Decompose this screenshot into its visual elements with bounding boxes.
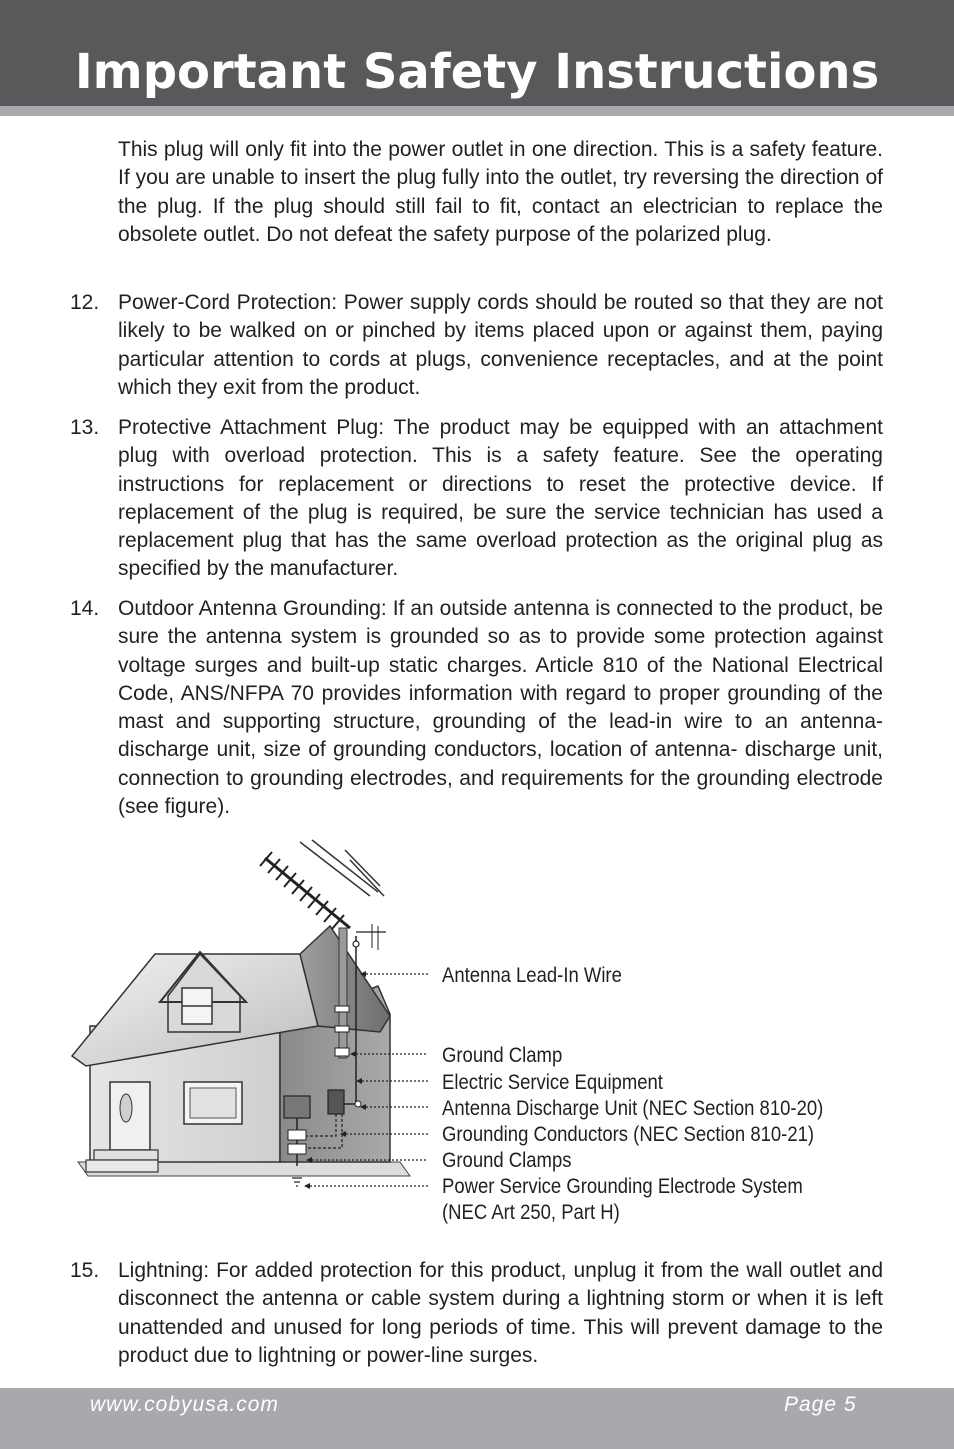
label-grounding-conductors: Grounding Conductors (NEC Section 810-21) — [442, 1122, 815, 1146]
item-15-number: 15. — [70, 1259, 100, 1282]
label-ground-clamp: Ground Clamp — [442, 1043, 563, 1067]
footer-website: www.cobyusa.com — [90, 1393, 279, 1416]
item-12-text: Power-Cord Protection: Power supply cords should be routed so that they are not likely to be walked on or pinched by items placed upon or against them, paying particular attention to cords at plugs, convenience receptacles, and at the point which they exit from the product. — [118, 291, 883, 399]
header-rule — [0, 106, 954, 116]
label-antenna-discharge-unit: Antenna Discharge Unit (NEC Section 810-20) — [442, 1096, 824, 1120]
label-ground-clamps: Ground Clamps — [442, 1148, 572, 1172]
item-13-text: Protective Attachment Plug: The product may be equipped with an attachment plug with overload protection. This is a safety feature. See the operating instructions for replacement or directions to reset the protective device. If replacement of the plug is required, be sure the service technician has used a replacement plug that has the same overload protection as the original plug as specified by the manufacturer. — [118, 416, 883, 581]
antenna-grounding-figure — [60, 836, 900, 1236]
footer-page-number: Page 5 — [784, 1393, 857, 1416]
label-nec-art-250: (NEC Art 250, Part H) — [442, 1200, 620, 1224]
label-power-service-grounding: Power Service Grounding Electrode System — [442, 1174, 803, 1198]
item-15-text: Lightning: For added protection for this product, unplug it from the wall outlet and disconnect the antenna or cable system during a lightning storm or when it is left unattended and unused for long periods of time. This will prevent damage to the product due to lightning or power-line surges. — [118, 1259, 883, 1367]
plug-continuation-text: This plug will only fit into the power outlet in one direction. This is a safety feature. If you are unable to insert the plug fully into the outlet, try reversing the direction of the plug. If the plug should still fail to fit, contact an electrician to replace the obsolete outlet. Do not defeat the safety purpose of the polarized plug. — [118, 138, 883, 246]
item-12-number: 12. — [70, 291, 100, 314]
label-antenna-lead-in-wire: Antenna Lead-In Wire — [442, 963, 622, 987]
item-14-text: Outdoor Antenna Grounding: If an outside antenna is connected to the product, be sure the antenna system is grounded so as to provide some protection against voltage surges and built-up static charges. Article 810 of the National Electrical Code, ANS/NFPA 70 provides information with regard to proper grounding of the mast and supporting structure, grounding of the lead-in wire to an antenna-discharge unit, size of grounding conductors, location of antenna- discharge unit, connection to grounding electrodes, and requirements for the grounding electrode (see figure). — [118, 597, 883, 819]
label-electric-service-equipment: Electric Service Equipment — [442, 1070, 663, 1094]
page-title: Important Safety Instructions — [74, 44, 880, 100]
item-13-number: 13. — [70, 416, 100, 439]
item-14-number: 14. — [70, 597, 100, 620]
